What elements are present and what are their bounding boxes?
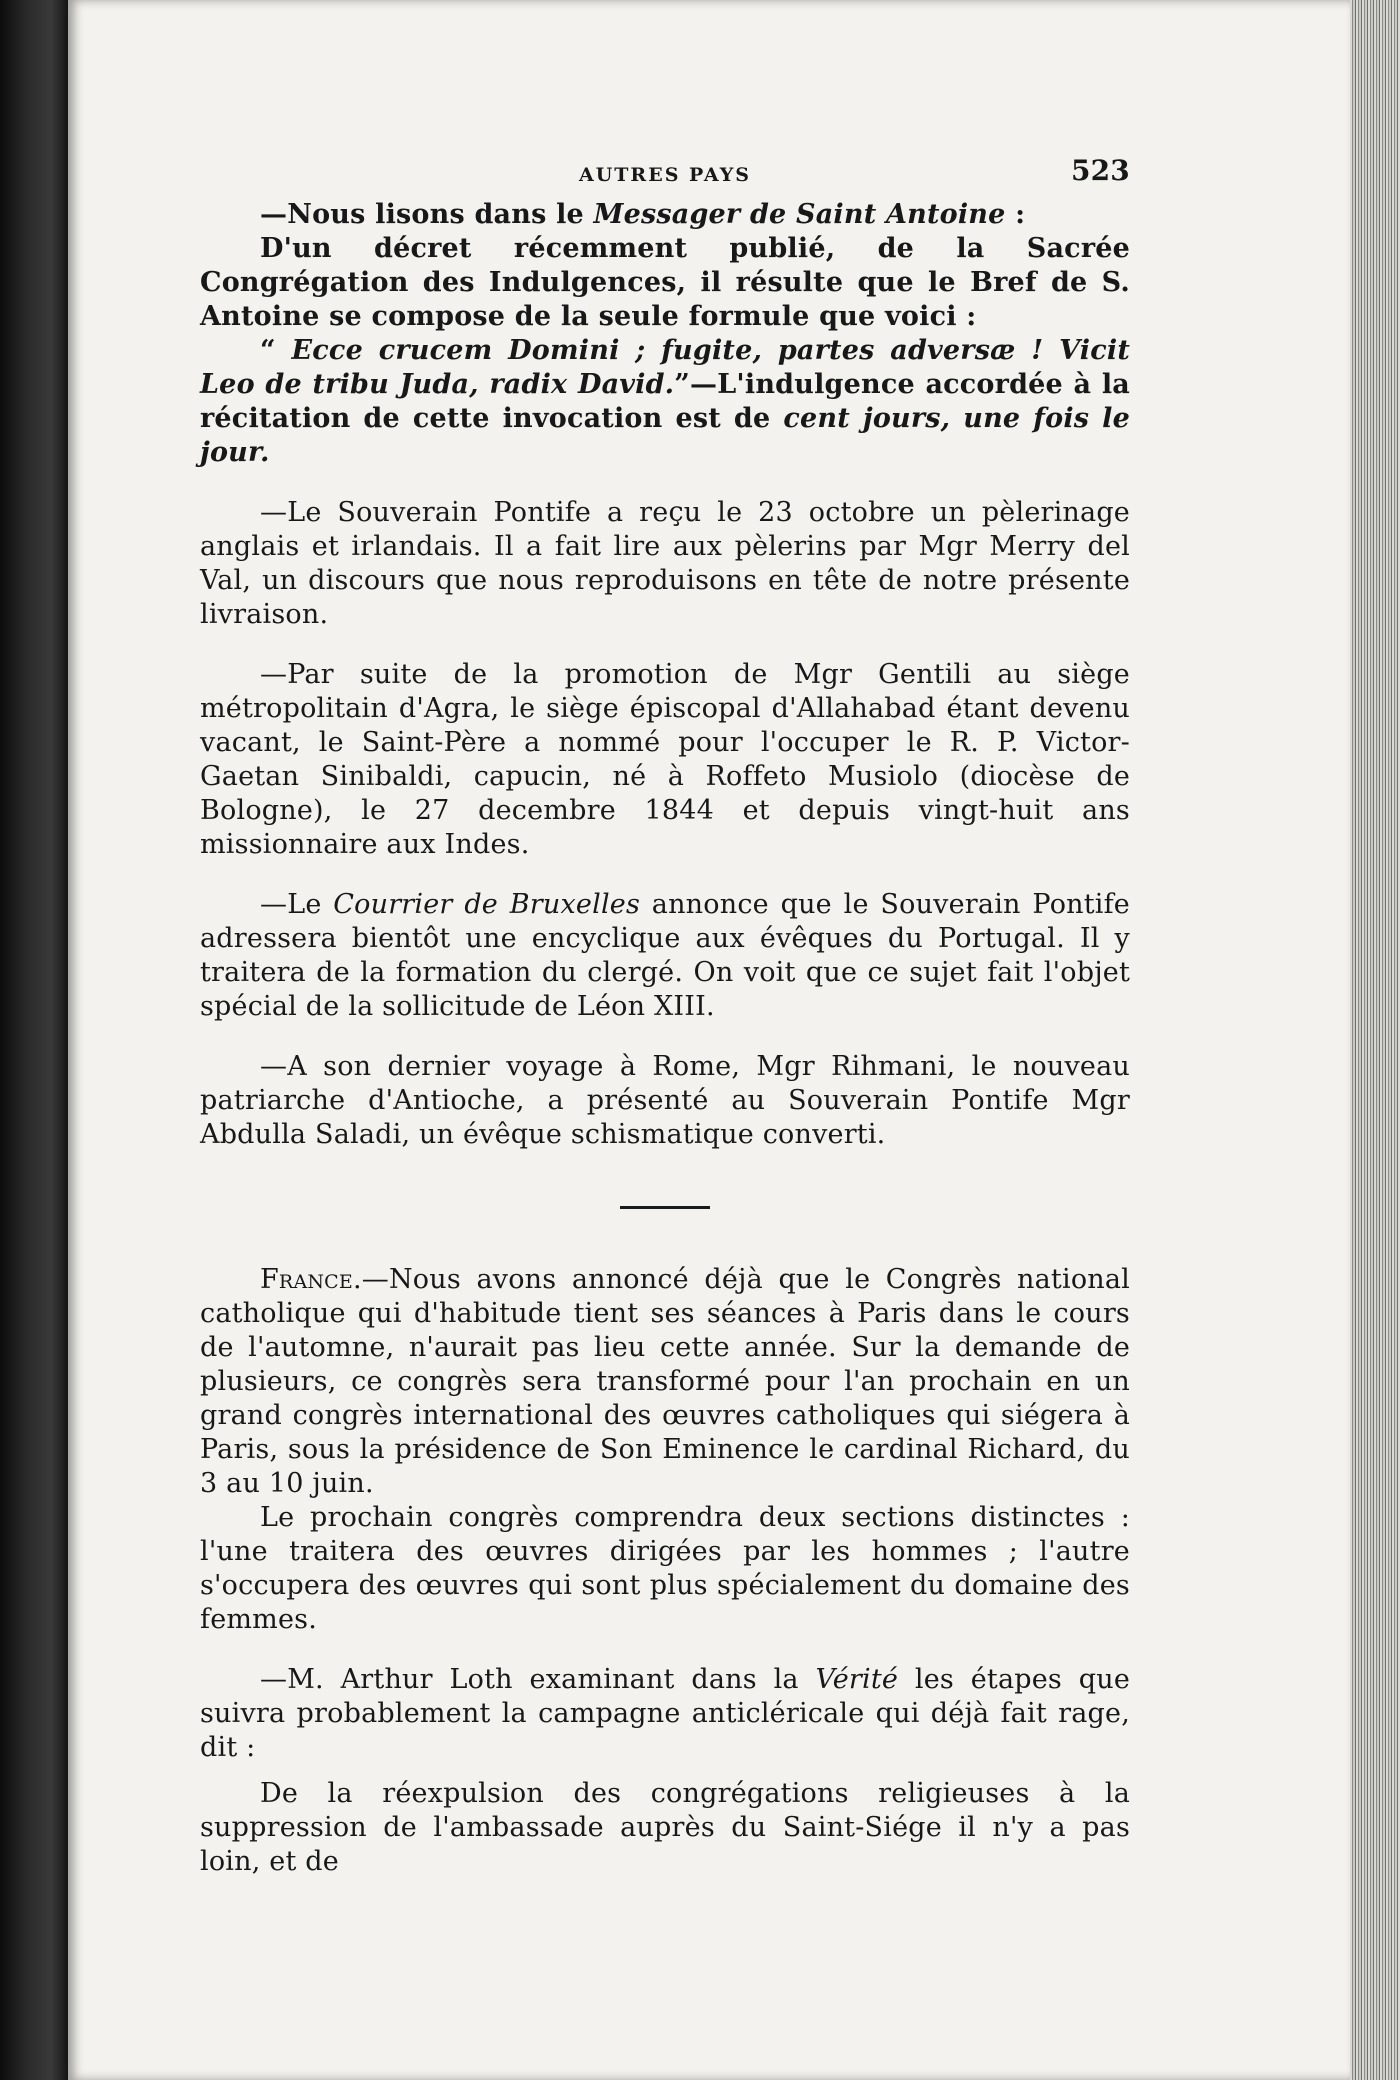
p1-tail: : [1005,199,1026,230]
p8-tail: —Nous avons annoncé déjà que le Congrès national catholique qui d'habitude tient ses séances à Paris dans le cours de l'automne, n'aurait pas lieu cette année. Sur la demande de plusieurs, ce congrès sera transformé pour l'an prochain en un grand congrès international des œuvres catholiques qui siégera à Paris, sous la présidence de Son Eminence le cardinal Richard, du 3 au 10 juin. [200,1264,1130,1499]
p6-tail: annonce que le Souverain Pontife adressera bientôt une encyclique aux évêques du Portugal. Il y traitera de la formation du clergé. On voit que ce sujet fait l'objet spécial de la sollicitude de Léon XIII. [200,889,1130,1022]
p10-lead: —M. Arthur Loth examinant dans la [260,1664,816,1695]
p10-tail: les étapes que suivra probablement la campagne anticléricale qui déjà fait rage, dit : [200,1664,1131,1763]
paragraph-formule [200,334,1130,470]
p1-lead: —Nous lisons dans le [260,199,594,230]
paragraph-loth [200,1663,1130,1765]
paragraph-pelerinage: —Le Souverain Pontife a reçu le 23 octobre un pèlerinage anglais et irlandais. Il a fait lire aux pèlerins par Mgr Merry del Val, un discours que nous reproduisons en tête de notre présente livraison. [200,497,1130,630]
page-number: 523 [1070,154,1130,187]
paragraph-decret: D'un décret récemment publié, de la Sacrée Congrégation des Indulgences, il résulte que le Bref de S. Antoine se compose de la seule formule que voici : [200,233,1130,332]
page-stack-edge [1350,0,1400,2080]
paragraph-france [200,1263,1130,1501]
paragraph-messager [200,198,1130,232]
p3-open-quote: “ [260,335,292,366]
country-heading: France. [260,1264,362,1295]
p6-title-italic: Courrier de Bruxelles [333,889,641,920]
paragraph-congres: Le prochain congrès comprendra deux sections distinctes : l'une traitera des œuvres dirigées par les hommes ; l'autre s'occupera des œuvres qui sont plus spécialement du domaine des femmes. [200,1502,1130,1635]
running-title: AUTRES PAYS [578,164,752,186]
p10-title-italic: Vérité [815,1664,899,1695]
running-head [200,150,1130,194]
paragraph-reexpulsion: De la réexpulsion des congrégations religieuses à la suppression de l'ambassade auprès du Saint-Siége il n'y a pas loin, et de [200,1778,1130,1877]
p3-mid: ”—L'indulgence accordée à la récitation de cette invocation est de [200,369,1131,434]
paragraph-courrier [200,888,1130,1024]
p3-duration-italic: cent jours, une fois le jour. [200,403,1130,468]
page-text [200,150,1130,1879]
binding-edge [0,0,68,2080]
p1-title-italic: Messager de Saint Antoine [593,199,1006,230]
section-divider [620,1206,710,1209]
paragraph-rihmani: —A son dernier voyage à Rome, Mgr Rihmani, le nouveau patriarche d'Antioche, a présenté au Souverain Pontife Mgr Abdulla Saladi, un évêque schismatique converti. [200,1051,1130,1150]
p3-formula-italic: Ecce crucem Domini ; fugite, partes adversæ ! Vicit Leo de tribu Juda, radix David. [200,335,1130,400]
p6-lead: —Le [260,889,334,920]
paragraph-allahabad: —Par suite de la promotion de Mgr Gentili au siège métropolitain d'Agra, le siège épiscopal d'Allahabad étant devenu vacant, le Saint-Père a nommé pour l'occuper le R. P. Victor-Gaetan Sinibaldi, capucin, né à Roffeto Musiolo (diocèse de Bologne), le 27 decembre 1844 et depuis vingt-huit ans missionnaire aux Indes. [200,659,1130,860]
